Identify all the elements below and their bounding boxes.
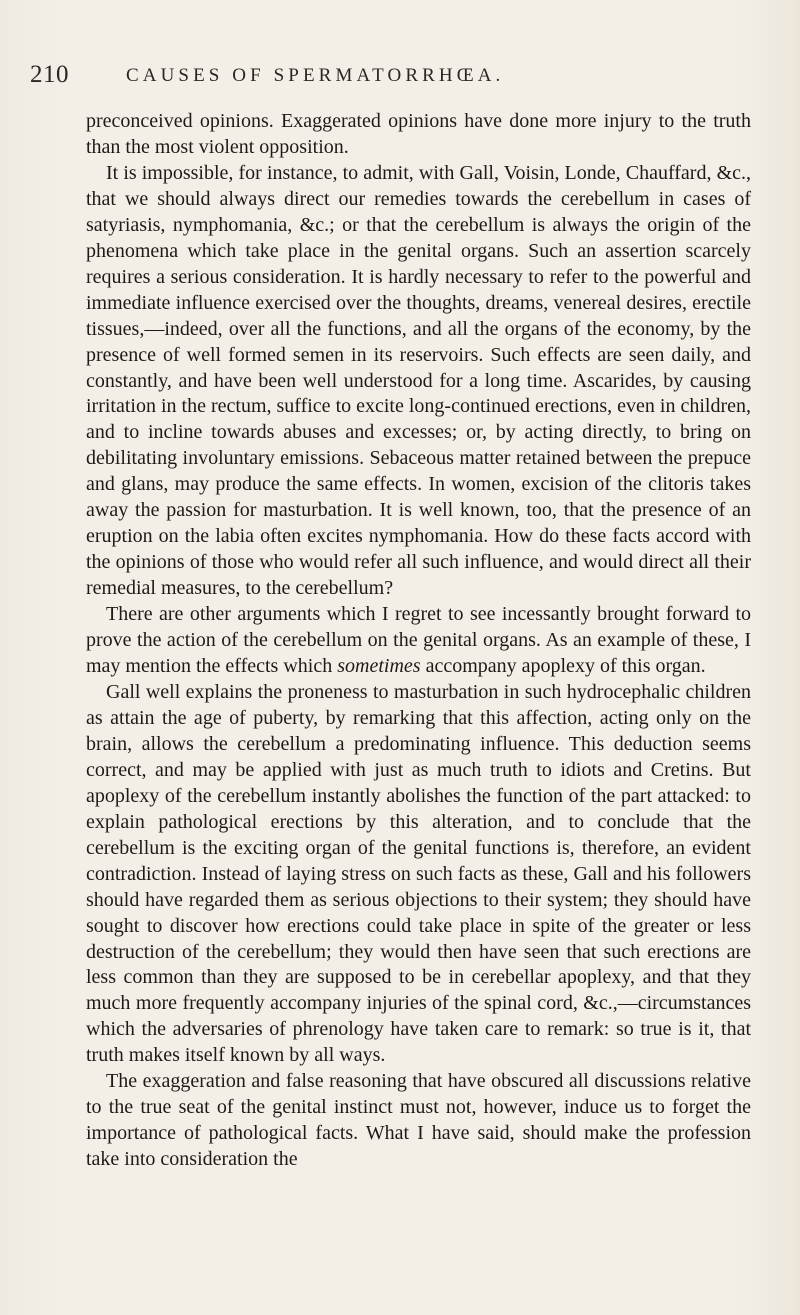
running-head bbox=[30, 60, 770, 94]
paragraph-text-segment: There are other arguments which I regret to see incessantly brought forward to prove the action of the cerebellum on the genital organs. As an example of these, I may mention the effects which bbox=[86, 603, 751, 678]
page-number: 210 bbox=[30, 61, 69, 88]
paragraph-other-arguments bbox=[86, 602, 751, 680]
body-text bbox=[86, 109, 751, 1173]
paragraph-cerebellum-assertion: It is impossible, for instance, to admit, with Gall, Voisin, Londe, Chauffard, &c., that we should always direct our remedies towards the cerebellum in cases of satyriasis, nymphomania, &c.; or that the cerebellum is always the origin of the phenomena which take place in the genital organs. Such an assertion scarcely requires a serious consideration. It is hardly necessary to refer to the powerful and immediate influence exercised over the thoughts, dreams, venereal desires, erectile tissues,—indeed, over all the functions, and all the organs of the economy, by the presence of well formed semen in its reservoirs. Such effects are seen daily, and constantly, and have been well understood for a long time. Ascarides, by causing irritation in the rectum, suffice to excite long-continued erections, even in children, and to incline towards abuses and excesses; or, by acting directly, to bring on debilitating involuntary emissions. Sebaceous matter retained between the prepuce and glans, may produce the same effects. In women, excision of the clitoris takes away the passion for masturbation. It is well known, too, that the presence of an eruption on the labia often excites nymphomania. How do these facts accord with the opinions of those who would refer all such influence, and would direct all their remedial measures, to the cerebellum? bbox=[86, 161, 751, 600]
italic-emphasis: sometimes bbox=[337, 655, 421, 678]
paragraph-continuation: preconceived opinions. Exaggerated opinions have done more injury to the truth than the most violent opposition. bbox=[86, 110, 751, 158]
paragraph-gall-explanation: Gall well explains the proneness to masturbation in such hydrocephalic children as attain the age of puberty, by remarking that this affection, acting only on the brain, allows the cerebellum a predominating influence. This deduction seems correct, and may be applied with just as much truth to idiots and Cretins. But apoplexy of the cerebellum instantly abolishes the function of the part attacked: to explain pathological erections by this alteration, and to conclude that the cerebellum is the exciting organ of the genital functions is, therefore, an evident contradiction. Instead of laying stress on such facts as these, Gall and his followers should have regarded them as serious objections to their system; they should have sought to discover how erections could take place in spite of the greater or less destruction of the cerebellum; they would then have seen that such erections are less common than they are supposed to be in cerebellar apoplexy, and that they much more frequently accompany injuries of the spinal cord, &c.,—circumstances which the adversaries of phrenology have taken care to remark: so true is it, that truth makes itself known by all ways. bbox=[86, 680, 751, 1067]
paragraph-exaggeration: The exaggeration and false reasoning that have obscured all discussions relative to the true seat of the genital instinct must not, however, induce us to forget the importance of pathological facts. What I have said, should make the profession take into consideration the bbox=[86, 1070, 751, 1171]
running-title: CAUSES OF SPERMATORRHŒA. bbox=[126, 65, 505, 86]
paragraph-text-segment: accompany apoplexy of this organ. bbox=[420, 655, 706, 678]
